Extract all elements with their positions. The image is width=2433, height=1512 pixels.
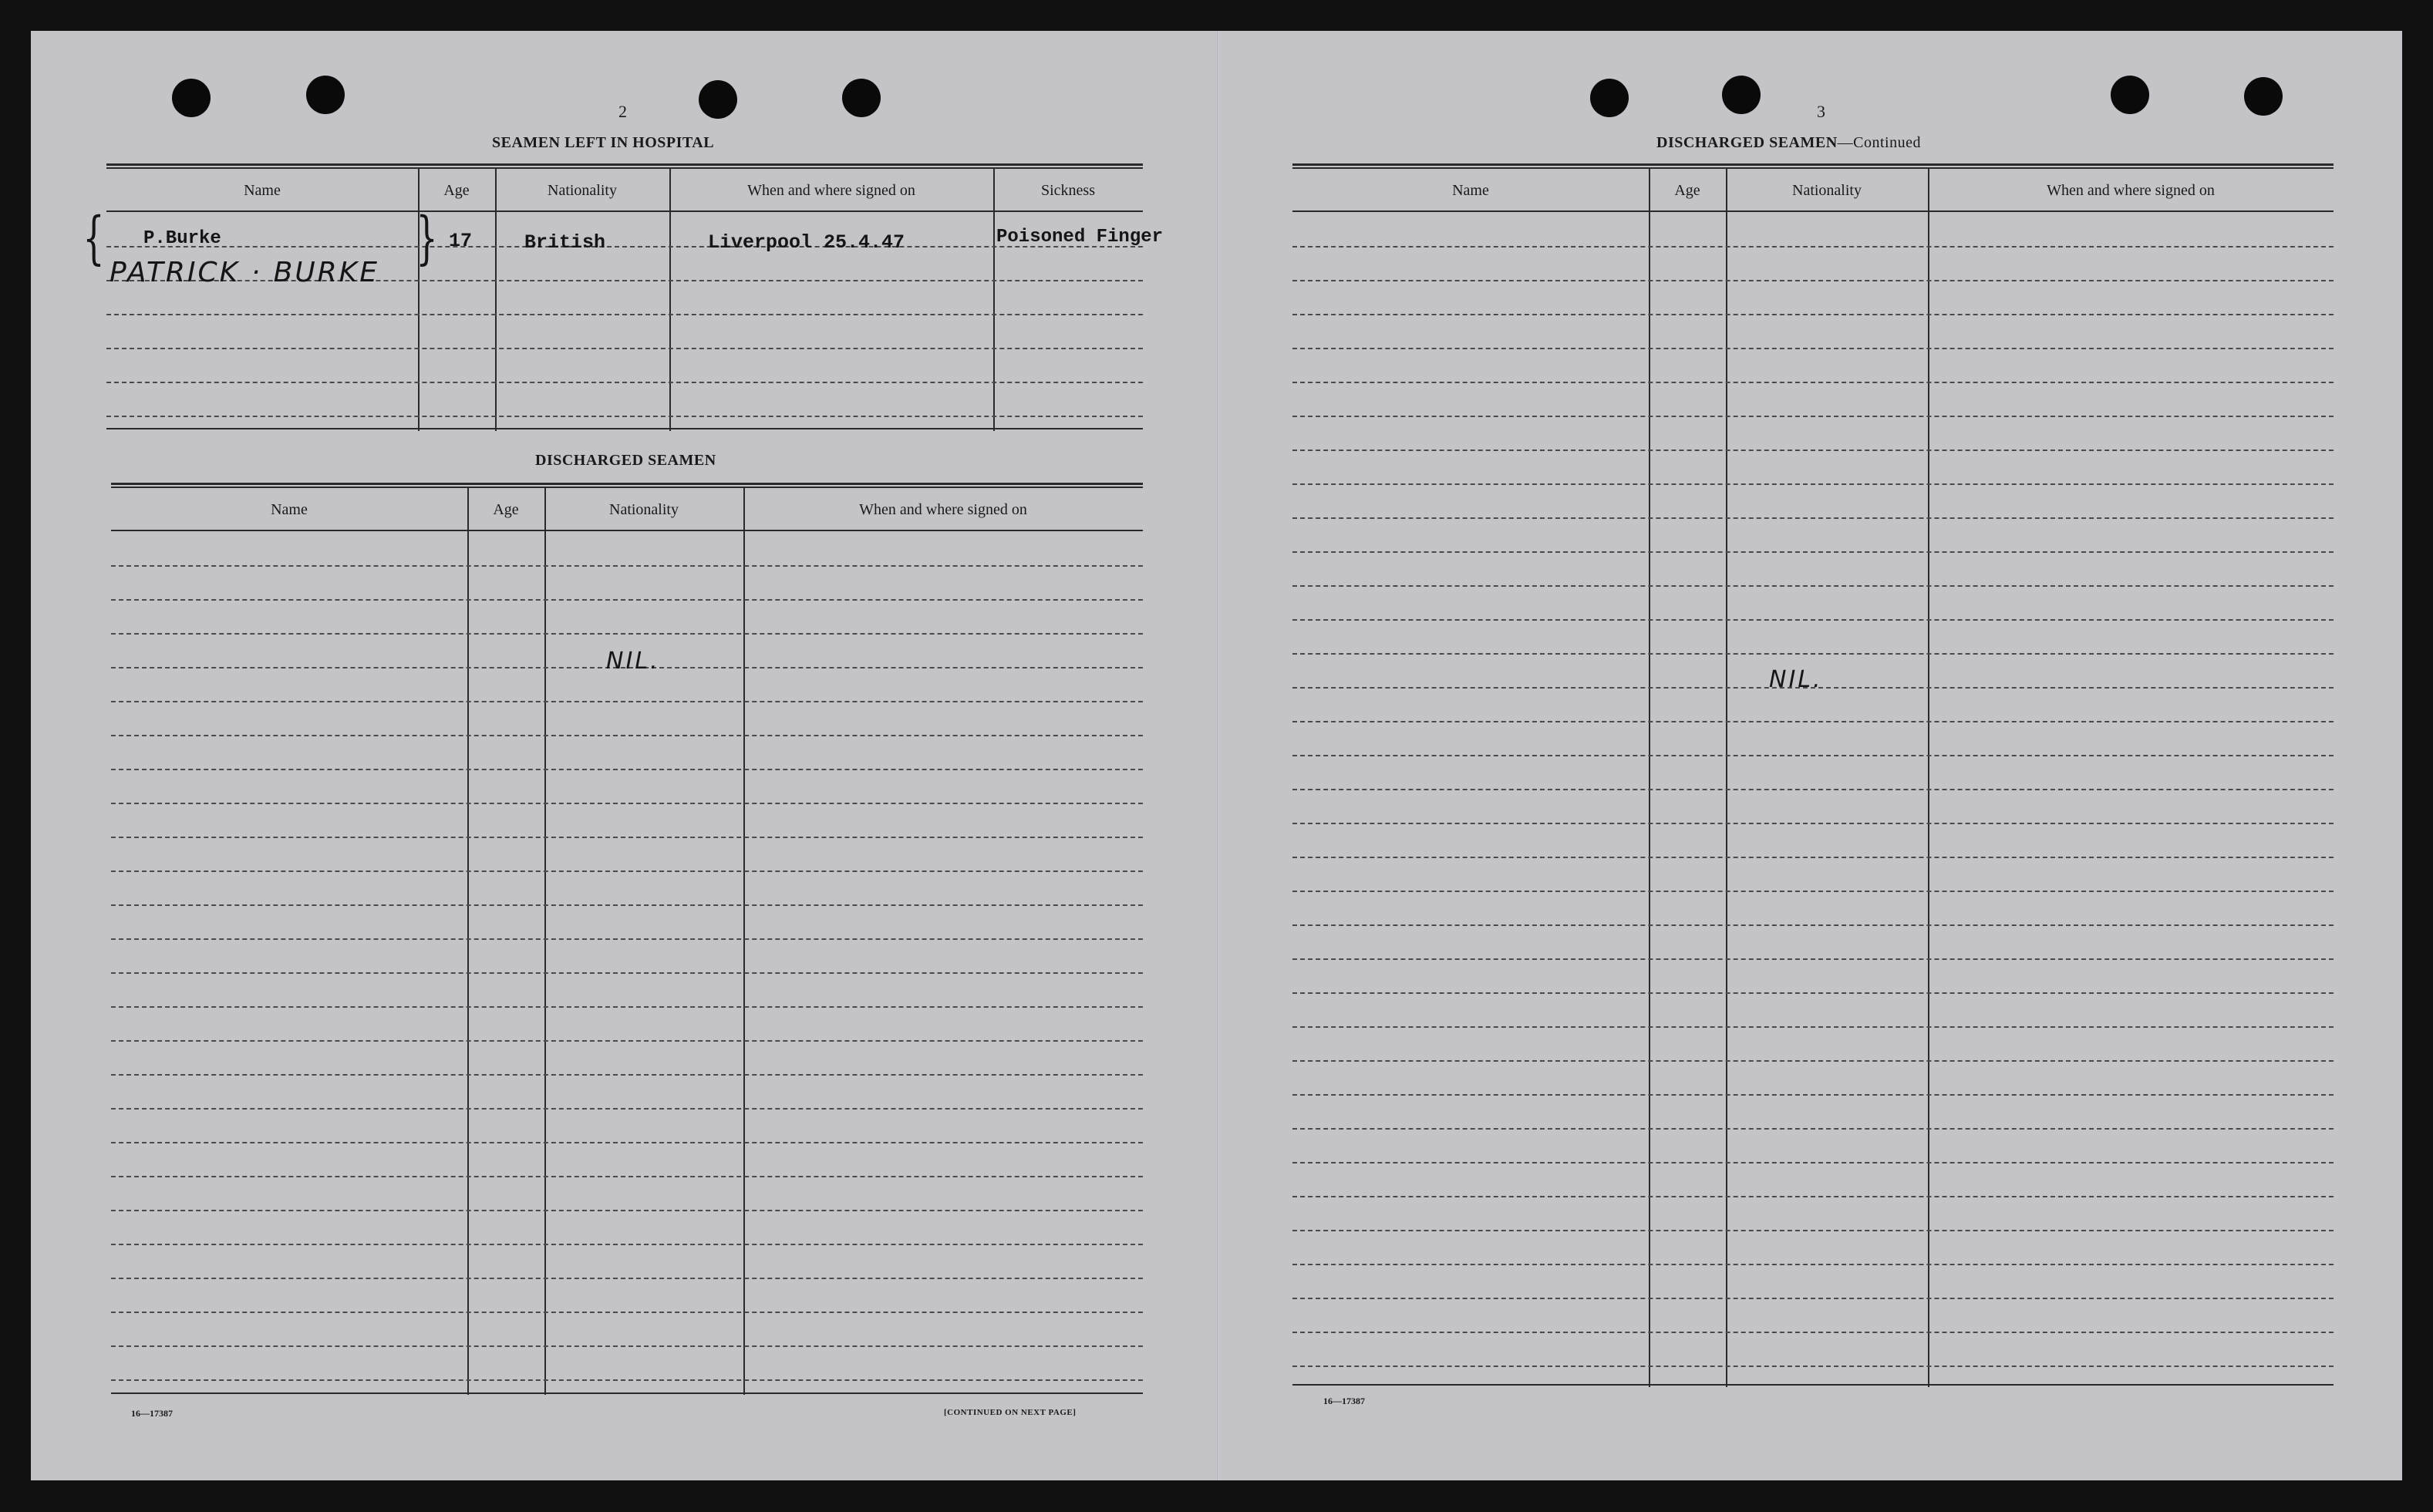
left-form-number: 16—17387 xyxy=(131,1408,173,1419)
col-header-name: Name xyxy=(244,181,281,199)
hospital-entry-signed-on: Liverpool 25.4.47 xyxy=(708,231,905,254)
right-page-number: 3 xyxy=(1817,102,1825,121)
continued-note: [CONTINUED ON NEXT PAGE] xyxy=(944,1408,1077,1417)
col-header-nationality: Nationality xyxy=(609,500,679,518)
col-header-sickness: Sickness xyxy=(1041,181,1095,199)
col-header-signed-on: When and where signed on xyxy=(747,181,915,199)
left-brace-mark: { xyxy=(83,205,105,271)
hospital-section-title: SEAMEN LEFT IN HOSPITAL xyxy=(492,134,715,151)
punch-hole xyxy=(172,79,211,117)
document-sheet xyxy=(31,31,2402,1480)
col-header-signed-on: When and where signed on xyxy=(859,500,1027,518)
hospital-entry-name: P.Burke xyxy=(143,228,221,249)
col-header-name: Name xyxy=(1452,181,1489,199)
col-header-nationality: Nationality xyxy=(1792,181,1862,199)
discharged-table-right xyxy=(1292,163,2334,1428)
hospital-entry-age: 17 xyxy=(449,230,473,252)
page-fold xyxy=(1217,31,1219,1480)
punch-hole xyxy=(842,79,881,117)
col-header-nationality: Nationality xyxy=(548,181,617,199)
discharged-section-title: DISCHARGED SEAMEN xyxy=(535,452,716,469)
left-nil-mark: NIL. xyxy=(606,648,660,675)
left-page-number: 2 xyxy=(618,102,627,121)
hospital-entry-nationality: British xyxy=(524,231,606,254)
hospital-entry-handwritten-name: PATRICK · BURKE xyxy=(110,257,380,288)
col-header-age: Age xyxy=(493,500,519,518)
punch-hole xyxy=(2244,77,2283,116)
col-header-signed-on: When and where signed on xyxy=(2047,181,2215,199)
punch-hole xyxy=(1722,76,1761,114)
col-header-age: Age xyxy=(1674,181,1700,199)
hospital-entry-sickness: Poisoned Finger xyxy=(996,227,1164,248)
right-brace-mark: } xyxy=(416,205,438,271)
col-header-age: Age xyxy=(443,181,470,199)
col-header-name: Name xyxy=(271,500,308,518)
title-suffix: —Continued xyxy=(1837,134,1921,151)
discharged-table-left xyxy=(111,483,1143,1431)
punch-hole xyxy=(306,76,345,114)
discharged-continued-title xyxy=(1656,134,1921,152)
right-nil-mark: NIL. xyxy=(1769,666,1823,693)
punch-hole xyxy=(699,80,737,119)
hospital-table xyxy=(106,163,1143,460)
punch-hole xyxy=(2111,76,2149,114)
title-main: DISCHARGED SEAMEN xyxy=(1656,134,1838,151)
punch-hole xyxy=(1590,79,1629,117)
right-form-number: 16—17387 xyxy=(1323,1396,1365,1406)
